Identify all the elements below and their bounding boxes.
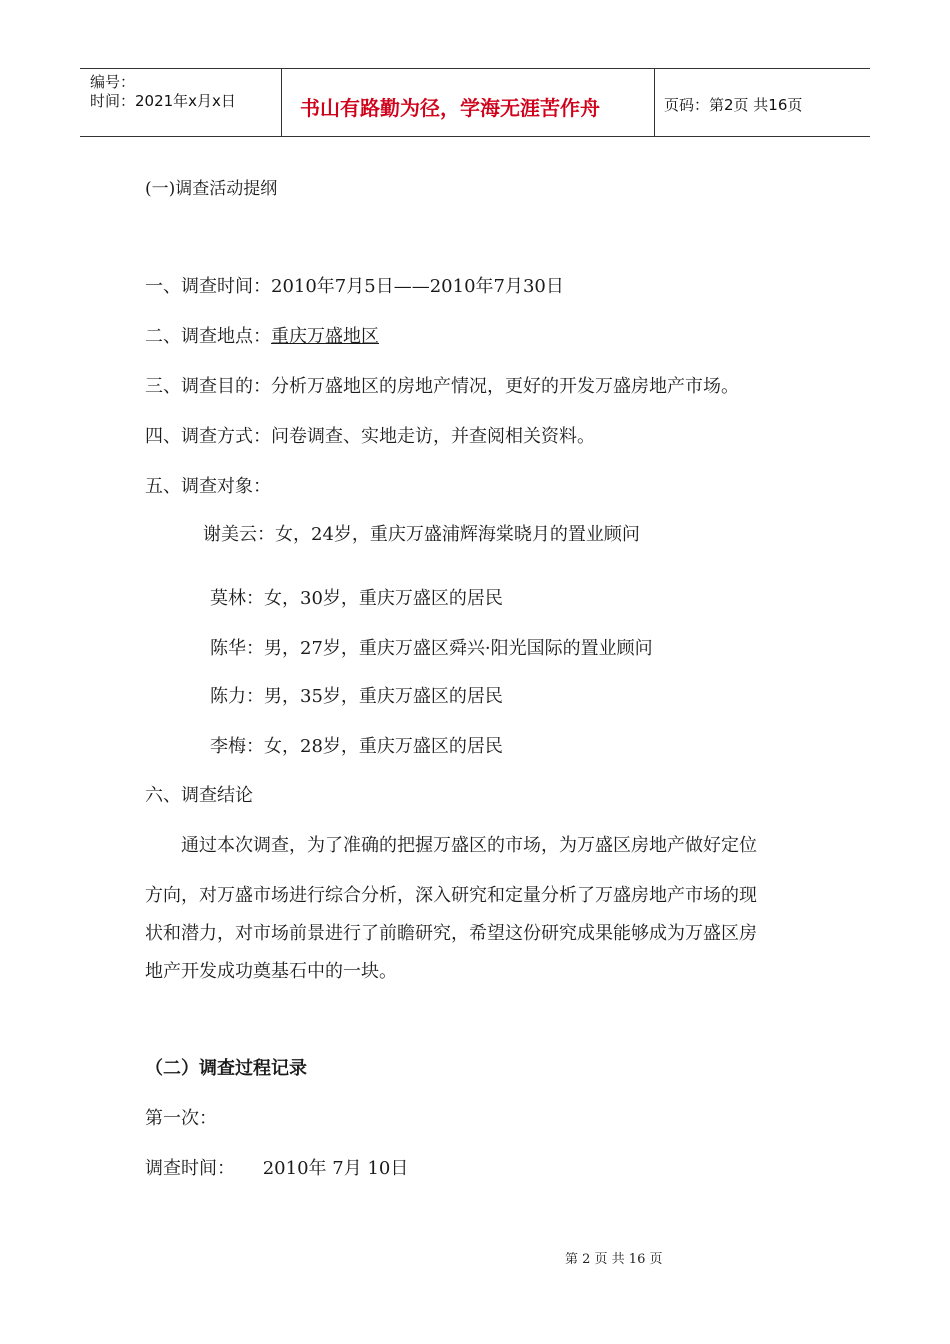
page-footer: 第 2 页 共 16 页 [565,1252,663,1267]
outline-item-subjects [145,472,271,498]
header-divider-right [654,68,655,136]
conclusion-title: 六、调查结论 [145,785,253,806]
outline-item-label: 五、调查对象： [145,476,271,497]
record-time-row [145,1154,408,1180]
subject-entry: 李梅：女，28岁，重庆万盛区的居民 [210,736,503,757]
outline-item-label: 三、调查目的： [145,376,271,397]
outline-item-label: 一、调查时间： [145,276,271,297]
outline-item-value: 重庆万盛地区 [271,326,379,347]
outline-item-purpose [145,372,739,398]
conclusion-line: 方向，对万盛市场进行综合分析，深入研究和定量分析了万盛房地产市场的现 [145,885,757,906]
record-time-label: 调查时间： [145,1158,235,1179]
header-time-label: 时间：2021年x月x日 [90,92,236,110]
header-top-border [80,68,870,69]
section-1-title: (一)调查活动提纲 [145,179,278,199]
outline-item-time [145,272,564,298]
subject-entry: 谢美云：女，24岁，重庆万盛浦辉海棠晓月的置业顾问 [203,524,640,545]
outline-item-value: 2010年7月5日——2010年7月30日 [271,276,564,297]
outline-item-label: 二、调查地点： [145,326,271,347]
conclusion-line: 地产开发成功奠基石中的一块。 [145,961,397,982]
subject-entry: 陈华：男，27岁，重庆万盛区舜兴·阳光国际的置业顾问 [210,638,653,659]
outline-item-method [145,422,595,448]
outline-item-location [145,322,379,348]
record-first-label: 第一次： [145,1108,217,1129]
header-bottom-border [80,136,870,137]
outline-item-value: 分析万盛地区的房地产情况，更好的开发万盛房地产市场。 [271,376,739,397]
record-time-value: 2010年 7月 10日 [262,1158,409,1179]
section-2-title: （二）调查过程记录 [145,1058,307,1079]
subject-entry: 莫林：女，30岁，重庆万盛区的居民 [210,588,503,609]
subject-entry: 陈力：男，35岁，重庆万盛区的居民 [210,686,503,707]
header-motto: 书山有路勤为径，学海无涯苦作舟 [300,96,600,120]
conclusion-line: 通过本次调查，为了准确的把握万盛区的市场，为万盛区房地产做好定位 [181,835,757,856]
conclusion-line: 状和潜力，对市场前景进行了前瞻研究，希望这份研究成果能够成为万盛区房 [145,923,757,944]
outline-item-value: 问卷调查、实地走访，并查阅相关资料。 [271,426,595,447]
outline-item-label: 四、调查方式： [145,426,271,447]
header-page-label: 页码：第2页 共16页 [664,96,803,114]
header-number-label: 编号： [90,73,136,91]
header-divider-left [281,68,282,136]
